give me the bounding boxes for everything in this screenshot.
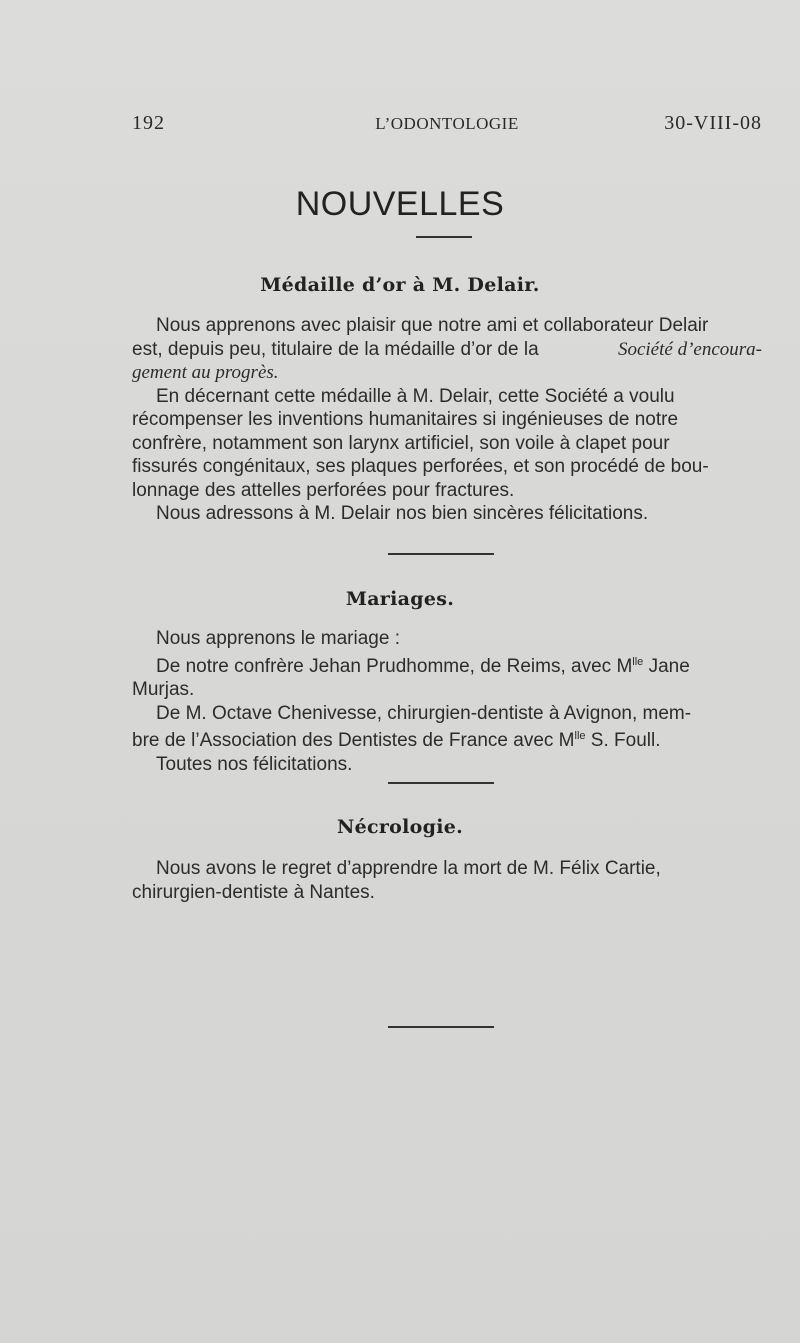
text-line: Nous apprenons avec plaisir que notre ami et collaborateur Delair xyxy=(156,315,709,336)
issue-date: 30-VIII-08 xyxy=(664,112,762,134)
text-line: De M. Octave Chenivesse, chirurgien-dentiste à Avignon, mem- xyxy=(156,702,692,724)
section-body-necrologie xyxy=(132,857,762,904)
page-title: NOUVELLES xyxy=(295,185,505,223)
text-line: fissurés congénitaux, ses plaques perforées, et son procédé de bou- xyxy=(132,456,709,477)
running-header xyxy=(132,112,762,142)
text-line: lonnage des attelles perforées pour fractures. xyxy=(132,479,515,501)
text-line: gement au progrès. xyxy=(132,362,279,383)
section-body-medaille xyxy=(132,314,762,526)
section-heading-medaille: Médaille d’or à M. Delair. xyxy=(260,274,540,296)
text-line: récompenser les inventions humanitaires si ingénieuses de notre xyxy=(132,409,679,430)
section-heading-necrologie: Nécrologie. xyxy=(336,816,464,838)
text-line: De notre confrère Jehan Prudhomme, de Reims, avec $M^{lle}$ Jane xyxy=(156,655,690,677)
section-divider xyxy=(388,553,494,555)
text-line: Nous apprenons le mariage : xyxy=(156,628,400,649)
text-line: Nous avons le regret d’apprendre la mort de M. Félix Cartie, xyxy=(156,858,661,879)
section-heading-mariages: Mariages. xyxy=(345,588,455,610)
text-line: bre de l’Association des Dentistes de France avec $M^{lle}$ S. Foull. xyxy=(132,730,661,751)
end-divider xyxy=(388,1026,494,1028)
text-line: En décernant cette médaille à M. Delair, cette Société a voulu xyxy=(156,385,675,407)
title-divider xyxy=(416,236,472,238)
text-line: Nous adressons à M. Delair nos bien sincères félicitations. xyxy=(156,503,649,524)
text-line: confrère, notamment son larynx artificiel, son voile à clapet pour xyxy=(132,432,670,454)
journal-title: L’ODONTOLOGIE xyxy=(375,114,519,133)
text-line: chirurgien-dentiste à Nantes. xyxy=(132,881,375,903)
text-line: Toutes nos félicitations. xyxy=(156,753,353,775)
section-body-mariages xyxy=(132,627,762,776)
page-number: 192 xyxy=(132,112,165,134)
section-divider xyxy=(388,782,494,784)
text-line: est, depuis peu, titulaire de la médaille d’or de la Société d’encoura- xyxy=(132,338,762,360)
text-line: Murjas. xyxy=(132,679,195,700)
